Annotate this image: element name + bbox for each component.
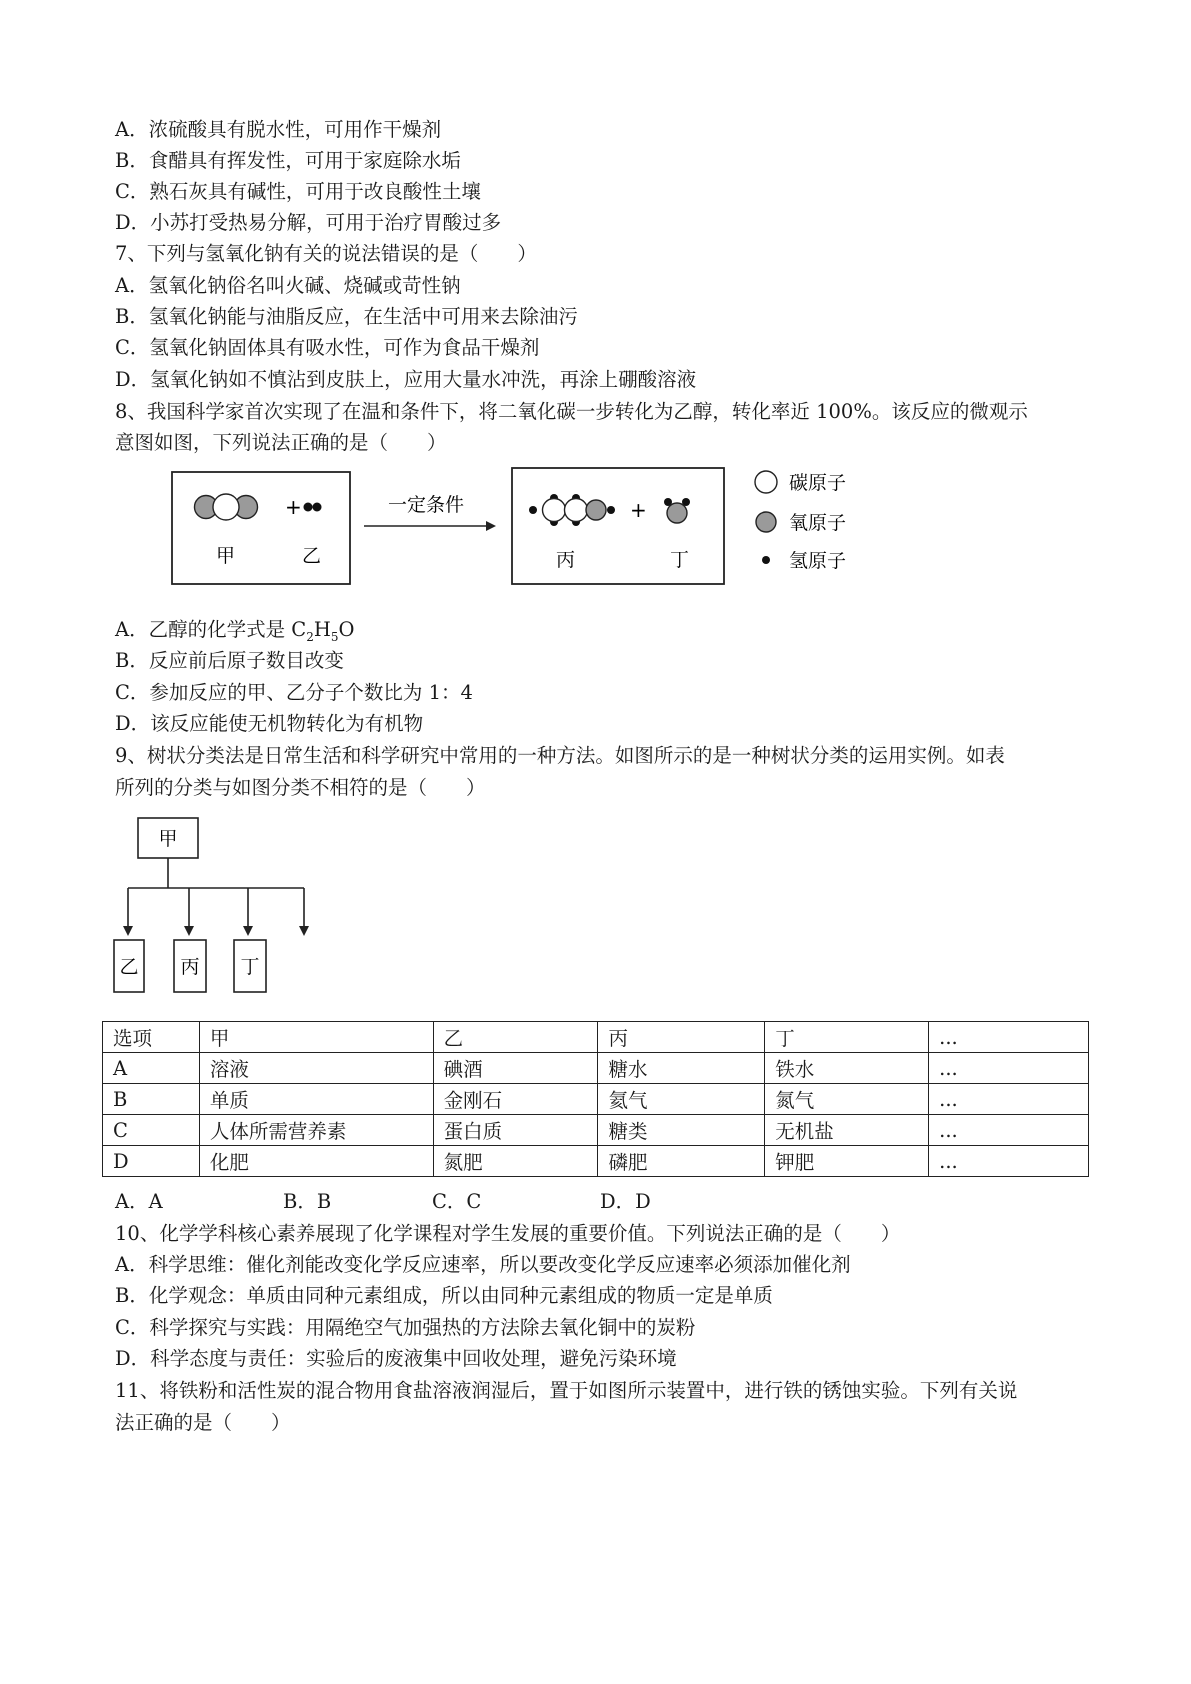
legend-carbon-icon — [755, 471, 777, 493]
label-bing: 丙 — [556, 549, 576, 571]
legend-oxygen: 氧原子 — [789, 512, 847, 534]
reaction-arrow-head — [486, 521, 496, 531]
molecule-ding-water — [664, 498, 690, 523]
table-cell: 氮气 — [765, 1084, 929, 1115]
tree-child-ding: 丁 — [240, 956, 260, 978]
table-cell: 钾肥 — [765, 1146, 929, 1177]
reaction-diagram — [168, 462, 888, 590]
hydrogen-atom — [313, 503, 322, 512]
q6-option-a: A．浓硫酸具有脱水性，可用作干燥剂 — [115, 118, 442, 141]
q7-option-c: C．氢氧化钠固体具有吸水性，可作为食品干燥剂 — [115, 336, 540, 359]
q8-option-b: B．反应前后原子数目改变 — [115, 649, 344, 672]
table-cell: 甲 — [199, 1022, 433, 1053]
q6-option-c: C．熟石灰具有碱性，可用于改良酸性土壤 — [115, 180, 481, 203]
table-cell: 选项 — [103, 1022, 200, 1053]
arrow-icon — [123, 926, 133, 936]
q8-stem-line2: 意图如图，下列说法正确的是（ ） — [115, 431, 447, 454]
oxygen-atom — [586, 500, 606, 520]
table-cell: 丙 — [598, 1022, 765, 1053]
q7-option-a: A．氢氧化钠俗名叫火碱、烧碱或苛性钠 — [115, 274, 461, 297]
table-cell: ... — [929, 1115, 1089, 1146]
legend-hydrogen-icon — [762, 556, 770, 564]
carbon-atom — [543, 499, 566, 522]
table-cell: B — [103, 1084, 200, 1115]
legend-carbon: 碳原子 — [789, 472, 847, 494]
q10-option-b: B．化学观念：单质由同种元素组成，所以由同种元素组成的物质一定是单质 — [115, 1284, 773, 1307]
table-cell: 氮肥 — [433, 1146, 598, 1177]
table-cell: 碘酒 — [433, 1053, 598, 1084]
legend-hydrogen: 氢原子 — [789, 550, 847, 572]
tree-diagram — [108, 812, 318, 1002]
q9-answer-b: B．B — [283, 1190, 332, 1213]
q6-option-b: B．食醋具有挥发性，可用于家庭除水垢 — [115, 149, 461, 172]
label-yi: 乙 — [302, 545, 322, 567]
table-cell: C — [103, 1115, 200, 1146]
arrow-icon — [184, 926, 194, 936]
table-cell: 金刚石 — [433, 1084, 598, 1115]
table-cell: 铁水 — [765, 1053, 929, 1084]
q8-option-a: A．乙醇的化学式是 $C_2H_5O$ — [115, 618, 355, 644]
table-cell: ... — [929, 1146, 1089, 1177]
product-box — [512, 468, 724, 584]
label-jia: 甲 — [216, 545, 236, 567]
table-row — [103, 1053, 1089, 1084]
q10-option-d: D．科学态度与责任：实验后的废液集中回收处理，避免污染环境 — [115, 1347, 677, 1370]
molecule-jia-co2 — [195, 494, 258, 520]
table-cell: 无机盐 — [765, 1115, 929, 1146]
carbon-atom — [565, 499, 588, 522]
label-ding: 丁 — [670, 549, 690, 571]
q10-option-c: C．科学探究与实践：用隔绝空气加强热的方法除去氧化铜中的炭粉 — [115, 1316, 696, 1339]
arrow-icon — [299, 926, 309, 936]
tree-root-label: 甲 — [158, 828, 178, 850]
molecule-bing-ethanol — [529, 494, 615, 526]
table-cell: 磷肥 — [598, 1146, 765, 1177]
q11-stem-line1: 11、将铁粉和活性炭的混合物用食盐溶液润湿后，置于如图所示装置中，进行铁的锈蚀实验。下列有关说 — [115, 1379, 1018, 1402]
table-cell: 氦气 — [598, 1084, 765, 1115]
plus-sign: + — [285, 495, 302, 519]
arrow-icon — [243, 926, 253, 936]
q7-option-b: B．氢氧化钠能与油脂反应，在生活中可用来去除油污 — [115, 305, 578, 328]
table-row — [103, 1115, 1089, 1146]
q10-stem: 10、化学学科核心素养展现了化学课程对学生发展的重要价值。下列说法正确的是（ ） — [115, 1222, 901, 1245]
q7-option-d: D．氢氧化钠如不慎沾到皮肤上，应用大量水冲洗，再涂上硼酸溶液 — [115, 368, 697, 391]
table-cell: 糖水 — [598, 1053, 765, 1084]
q9-answer-d: D．D — [600, 1190, 651, 1213]
table-row — [103, 1146, 1089, 1177]
table-cell: 化肥 — [199, 1146, 433, 1177]
table-cell: 蛋白质 — [433, 1115, 598, 1146]
tree-child-yi: 乙 — [119, 956, 139, 978]
plus-sign-2: + — [630, 498, 647, 522]
carbon-atom — [213, 494, 239, 520]
q7-stem: 7、下列与氢氧化钠有关的说法错误的是（ ） — [115, 242, 537, 265]
classification-table — [102, 1021, 1089, 1177]
q11-stem-line2: 法正确的是（ ） — [115, 1411, 291, 1434]
table-row — [103, 1084, 1089, 1115]
reactant-box — [172, 472, 350, 584]
table-cell: 单质 — [199, 1084, 433, 1115]
q9-answer-a: A．A — [115, 1190, 163, 1213]
table-cell: D — [103, 1146, 200, 1177]
table-cell: ... — [929, 1084, 1089, 1115]
table-header-row — [103, 1022, 1089, 1053]
q9-stem-line1: 9、树状分类法是日常生活和科学研究中常用的一种方法。如图所示的是一种树状分类的运用实例。如表 — [115, 744, 1005, 767]
table-cell: 丁 — [765, 1022, 929, 1053]
molecule-yi-h2 — [304, 503, 322, 512]
condition-label: 一定条件 — [388, 494, 465, 516]
q8-option-d: D．该反应能使无机物转化为有机物 — [115, 712, 424, 735]
q9-answer-c: C．C — [432, 1190, 482, 1213]
q8-stem-line1: 8、我国科学家首次实现了在温和条件下，将二氧化碳一步转化为乙醇，转化率近 100%。该反应的微观示 — [115, 400, 1028, 423]
q8-option-c: C．参加反应的甲、乙分子个数比为 1：4 — [115, 681, 473, 704]
hydrogen-atom — [304, 503, 313, 512]
table-cell: 乙 — [433, 1022, 598, 1053]
table-cell: 人体所需营养素 — [199, 1115, 433, 1146]
q6-option-d: D．小苏打受热易分解，可用于治疗胃酸过多 — [115, 211, 502, 234]
q10-option-a: A．科学思维：催化剂能改变化学反应速率，所以要改变化学反应速率必须添加催化剂 — [115, 1253, 851, 1276]
table-cell: ... — [929, 1053, 1089, 1084]
table-cell: 糖类 — [598, 1115, 765, 1146]
oxygen-atom — [667, 503, 687, 523]
table-cell: ... — [929, 1022, 1089, 1053]
table-cell: A — [103, 1053, 200, 1084]
q9-stem-line2: 所列的分类与如图分类不相符的是（ ） — [115, 776, 486, 799]
table-cell: 溶液 — [199, 1053, 433, 1084]
legend-oxygen-icon — [756, 512, 776, 532]
tree-child-bing: 丙 — [180, 956, 200, 978]
